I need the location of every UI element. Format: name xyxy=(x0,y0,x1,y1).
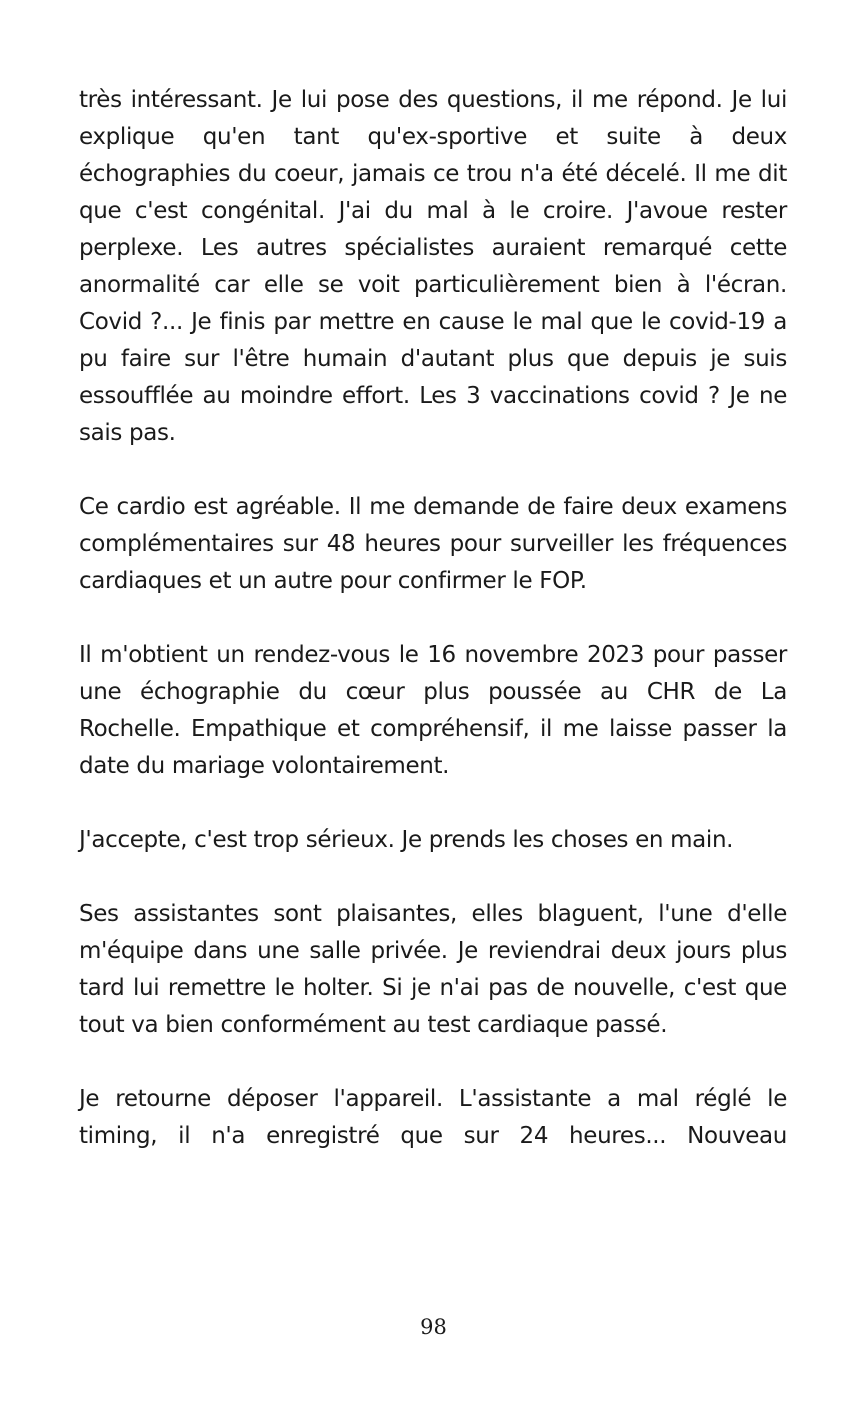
paragraph: Je retourne déposer l'appareil. L'assistante a mal réglé le timing, il n'a enregistré que sur 24 heures... Nouveau xyxy=(79,1086,787,1149)
paragraph: Ses assistantes sont plaisantes, elles blaguent, l'une d'elle m'équipe dans une salle privée. Je reviendrai deux jours plus tard lui remettre le holter. Si je n'ai pas de nouvelle, c'est que tout va bien conformément au test cardiaque passé. xyxy=(79,901,787,1038)
paragraph: Il m'obtient un rendez-vous le 16 novembre 2023 pour passer une échographie du cœur plus poussée au CHR de La Rochelle. Empathique et compréhensif, il me laisse passer la date du mariage volontairement. xyxy=(79,642,787,779)
paragraph: J'accepte, c'est trop sérieux. Je prends les choses en main. xyxy=(79,827,734,853)
paragraph: Ce cardio est agréable. Il me demande de faire deux examens complémentaires sur 48 heures pour surveiller les fréquences cardiaques et un autre pour confirmer le FOP. xyxy=(79,494,787,594)
body-text xyxy=(79,82,787,1155)
page-number: 98 xyxy=(420,1315,447,1339)
paragraph: très intéressant. Je lui pose des questions, il me répond. Je lui explique qu'en tant qu'ex-sportive et suite à deux échographies du coeur, jamais ce trou n'a été décelé. Il me dit que c'est congénital. J'ai du mal à le croire. J'avoue rester perplexe. Les autres spécialistes auraient remarqué cette anormalité car elle se voit particulièrement bien à l'écran. Covid ?... Je finis par mettre en cause le mal que le covid-19 a pu faire sur l'être humain d'autant plus que depuis je suis essoufflée au moindre effort. Les 3 vaccinations covid ? Je ne sais pas. xyxy=(79,87,787,446)
